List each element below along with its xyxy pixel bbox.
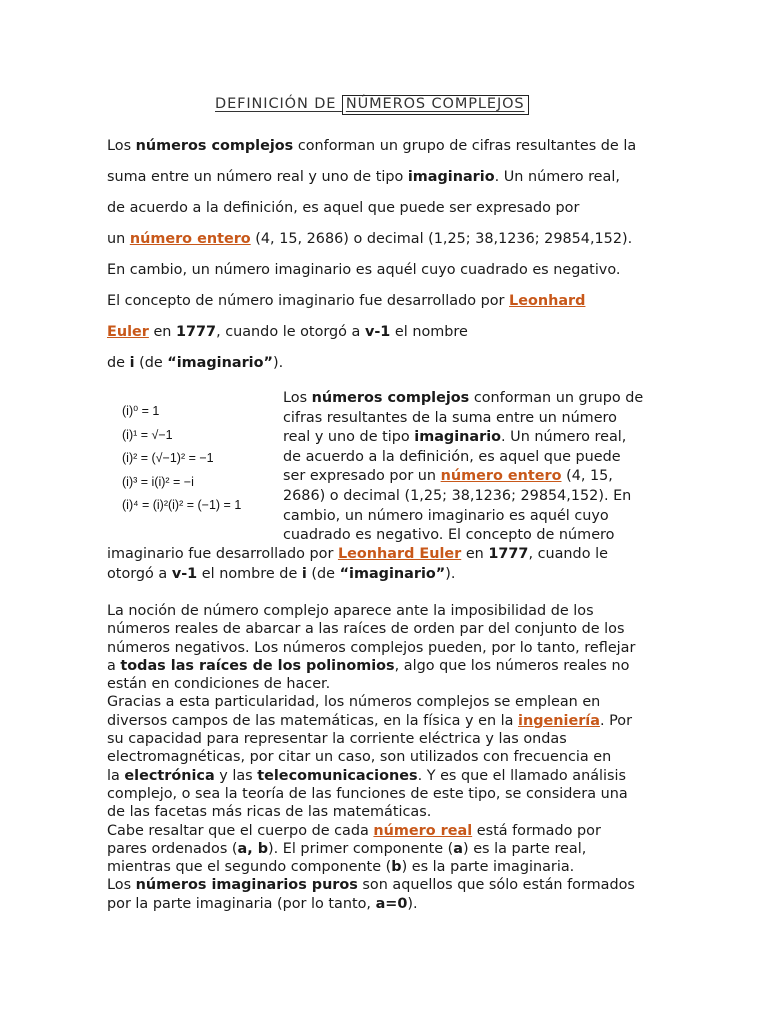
text: (de bbox=[306, 565, 340, 582]
title-part-2: NÚMEROS COMPLEJOS bbox=[342, 95, 529, 115]
ingenieria-link[interactable]: ingeniería bbox=[518, 712, 600, 729]
text: el nombre bbox=[390, 324, 468, 340]
text: suma entre un número real y uno de tipo bbox=[107, 169, 408, 185]
bold-text: “imaginario” bbox=[339, 565, 446, 582]
formula-line: (i)¹ = √−1 bbox=[122, 427, 173, 442]
bold-text: números complejos bbox=[135, 138, 294, 154]
text: la bbox=[107, 767, 125, 784]
text-line bbox=[107, 840, 677, 858]
bold-text: imaginario bbox=[414, 429, 502, 446]
text: (4, 15, 2686) o decimal (1,25; 38,1236; 29854,152). bbox=[250, 231, 633, 247]
text: en bbox=[148, 324, 176, 340]
repeated-paragraph-continued bbox=[107, 545, 677, 584]
powers-of-i-image bbox=[122, 400, 262, 518]
bold-text: i bbox=[301, 565, 307, 582]
text: Los bbox=[283, 390, 312, 406]
text: . Por bbox=[599, 712, 632, 729]
text-line: cifras resultantes de la suma entre un número bbox=[283, 409, 617, 426]
text: Los bbox=[107, 138, 136, 154]
text-line bbox=[107, 317, 677, 348]
text-line: números reales de abarcar a las raíces de orden par del conjunto de los bbox=[107, 621, 625, 638]
text-line bbox=[107, 822, 677, 840]
text-line bbox=[107, 565, 677, 585]
formula-line: (i)⁴ = (i)²(i)² = (−1) = 1 bbox=[122, 498, 242, 512]
text: un bbox=[107, 231, 130, 247]
bold-text: a bbox=[453, 840, 464, 857]
text: imaginario fue desarrollado por bbox=[107, 546, 338, 562]
numero-entero-link[interactable]: número entero bbox=[129, 231, 251, 247]
text: en bbox=[461, 546, 489, 562]
text-line: de acuerdo a la definición, es aquel que puede ser expresado por bbox=[107, 200, 580, 216]
text-line bbox=[107, 131, 677, 162]
text: ). bbox=[272, 355, 284, 371]
text: está formado por bbox=[472, 822, 601, 839]
text: son aquellos que sólo están formados bbox=[357, 877, 635, 894]
text-line: su capacidad para representar la corriente eléctrica y las ondas bbox=[107, 731, 567, 748]
text-line: números negativos. Los números complejos pueden, por lo tanto, reflejar bbox=[107, 639, 636, 656]
text: ). El primer componente ( bbox=[268, 840, 454, 857]
text-line bbox=[107, 858, 677, 876]
text: Los bbox=[107, 877, 136, 894]
text: otorgó a bbox=[107, 565, 172, 582]
bold-text: 1777 bbox=[488, 546, 529, 562]
bold-text: números complejos bbox=[311, 390, 470, 406]
text: . Un número real, bbox=[501, 429, 627, 446]
text: , cuando le bbox=[528, 546, 608, 562]
bold-text: imaginario bbox=[407, 169, 495, 185]
text-line: cuadrado es negativo. El concepto de número bbox=[283, 527, 615, 544]
text-line: La noción de número complejo aparece ante la imposibilidad de los bbox=[107, 603, 594, 619]
text: conforman un grupo de cifras resultantes de la bbox=[293, 138, 637, 154]
bold-text: telecomunicaciones bbox=[257, 767, 418, 784]
text-line bbox=[107, 224, 677, 255]
text: (4, 15, bbox=[561, 468, 613, 485]
bold-text: i bbox=[129, 355, 135, 371]
text: ). bbox=[445, 565, 456, 582]
bold-text: electrónica bbox=[124, 767, 215, 784]
euler-link[interactable]: Euler bbox=[107, 324, 149, 340]
text-line: cambio, un número imaginario es aquél cuyo bbox=[283, 507, 609, 524]
bold-text: “imaginario” bbox=[167, 355, 273, 371]
text-line bbox=[107, 657, 677, 675]
text-line: electromagnéticas, por citar un caso, son utilizados con frecuencia en bbox=[107, 749, 612, 766]
title-part-1: DEFINICIÓN DE bbox=[215, 96, 342, 112]
text: y las bbox=[214, 767, 258, 784]
bold-text: todas las raíces de los polinomios bbox=[120, 657, 395, 674]
text: , cuando le otorgó a bbox=[216, 324, 365, 340]
text-line: 2686) o decimal (1,25; 38,1236; 29854,152). En bbox=[283, 487, 632, 504]
text-line: Gracias a esta particularidad, los números complejos se emplean en bbox=[107, 694, 601, 711]
text: , algo que los números reales no bbox=[394, 657, 630, 674]
text-line: En cambio, un número imaginario es aquél cuyo cuadrado es negativo. bbox=[107, 262, 621, 278]
numero-entero-link-2[interactable]: número entero bbox=[440, 468, 562, 485]
text: ser expresado por un bbox=[283, 468, 441, 485]
text-line bbox=[107, 895, 677, 913]
text-line bbox=[107, 162, 677, 193]
text: . Un número real, bbox=[494, 169, 620, 185]
text: real y uno de tipo bbox=[283, 429, 415, 446]
intro-paragraph bbox=[107, 131, 677, 379]
formula-line: (i)² = (√−1)² = −1 bbox=[122, 451, 214, 465]
text-line: de acuerdo a la definición, es aquel que puede bbox=[283, 448, 621, 465]
bold-text: 1777 bbox=[176, 324, 217, 340]
text-line bbox=[283, 389, 663, 409]
text-line bbox=[107, 876, 677, 894]
text: el nombre de bbox=[197, 565, 302, 582]
body-paragraph bbox=[107, 602, 677, 913]
formula-line: (i)³ = i(i)² = −i bbox=[122, 474, 194, 489]
leonhard-euler-link[interactable]: Leonhard Euler bbox=[337, 546, 462, 562]
text: diversos campos de las matemáticas, en la física y en la bbox=[107, 712, 519, 729]
page-title bbox=[215, 96, 529, 112]
text-line bbox=[107, 286, 677, 317]
bold-text: b bbox=[391, 859, 402, 876]
repeated-paragraph bbox=[283, 389, 663, 546]
text-line bbox=[107, 767, 677, 785]
bold-text: números imaginarios puros bbox=[135, 877, 358, 894]
bold-text: v-1 bbox=[364, 324, 391, 340]
bold-text: a=0 bbox=[375, 895, 408, 912]
text-line bbox=[107, 712, 677, 730]
leonhard-link[interactable]: Leonhard bbox=[509, 293, 586, 309]
text: mientras que el segundo componente ( bbox=[107, 859, 392, 876]
text: pares ordenados ( bbox=[107, 840, 238, 857]
bold-text: a, b bbox=[237, 840, 268, 857]
text-line: de las facetas más ricas de las matemáticas. bbox=[107, 804, 432, 821]
text: ). bbox=[407, 895, 418, 912]
text: El concepto de número imaginario fue desarrollado por bbox=[107, 293, 510, 309]
text: (de bbox=[134, 355, 168, 371]
bold-text: v-1 bbox=[171, 565, 198, 582]
text: por la parte imaginaria (por lo tanto, bbox=[107, 895, 376, 912]
numero-real-link[interactable]: número real bbox=[373, 822, 473, 839]
text: de bbox=[107, 355, 130, 371]
text-line bbox=[283, 467, 663, 487]
text-line: están en condiciones de hacer. bbox=[107, 676, 331, 693]
text-line: complejo, o sea la teoría de las funciones de este tipo, se considera una bbox=[107, 785, 628, 802]
text: ) es la parte imaginaria. bbox=[401, 859, 575, 876]
text: . Y es que el llamado análisis bbox=[417, 767, 627, 784]
text: conforman un grupo de bbox=[469, 390, 644, 406]
text-line bbox=[107, 545, 677, 565]
text: ) es la parte real, bbox=[463, 840, 587, 857]
text: Cabe resaltar que el cuerpo de cada bbox=[107, 822, 374, 839]
text-line bbox=[107, 348, 677, 379]
text-line bbox=[283, 428, 663, 448]
formula-line: (i)⁰ = 1 bbox=[122, 404, 160, 418]
text: a bbox=[107, 657, 121, 674]
